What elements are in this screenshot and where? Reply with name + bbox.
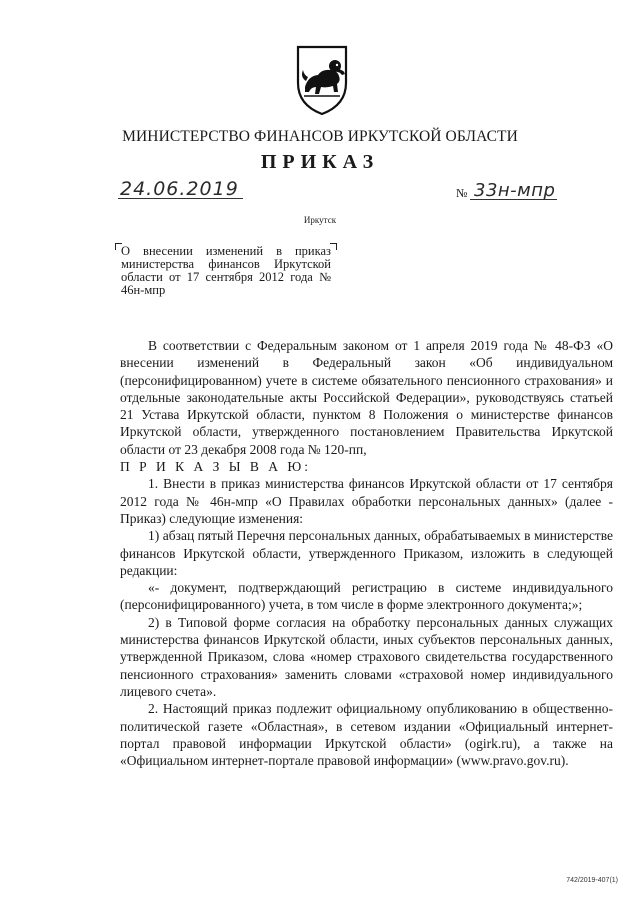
order-body — [120, 337, 613, 769]
preamble-paragraph: В соответствии с Федеральным законом от 1 апреля 2019 года № 48-ФЗ «О внесении изменений в Федеральный закон «Об индивидуальном (персонифицированном) учете в системе обязательного пенсионного страхования» и отдельные законодательные акты Российской Федерации», руководствуясь статьей 21 Устава Иркутской области, пунктом 8 Положения о министерстве финансов Иркутской области, утвержденного постановлением Правительства Иркутской области от 23 декабря 2008 года № 120-пп, — [120, 338, 613, 457]
handwritten-date: 24.06.2019 — [120, 178, 239, 200]
decree-heading: П Р И К А З Ы В А Ю: — [120, 459, 312, 475]
city-label: Иркутск — [303, 215, 337, 225]
item-1-paragraph: 1. Внести в приказ министерства финансов Иркутской области от 17 сентября 2012 года № 46н-мпр «О Правилах обработки персональных данных» (далее - Приказ) следующие изменения: — [120, 476, 613, 526]
number-label: № — [456, 186, 468, 200]
document-type-title: ПРИКАЗ — [260, 151, 380, 173]
item-1-2-paragraph: 2) в Типовой форме согласия на обработку персональных данных служащих министерства финансов Иркутской области, иных субъектов персональных данных, утвержденной Приказом, слова «номер страхового свидетельства государственного пенсионного страхования» заменить словами «страховой номер индивидуального лицевого счета». — [120, 614, 613, 699]
coat-of-arms-icon — [294, 43, 350, 117]
subject-bracket-right — [330, 243, 337, 250]
footer-code: 742/2019-407(1) — [566, 877, 618, 884]
ministry-name: МИНИСТЕРСТВО ФИНАНСОВ ИРКУТСКОЙ ОБЛАСТИ — [122, 128, 518, 145]
item-1-1-quote-paragraph: «- документ, подтверждающий регистрацию в системе индивидуального (персонифицированного) учета, в том числе в форме электронного документа;»; — [120, 580, 613, 613]
order-subject: О внесении изменений в приказ министерства финансов Иркутской области от 17 сентября 2012 года № 46н-мпр — [121, 244, 331, 297]
handwritten-order-number: 33н-мпр — [474, 180, 556, 201]
item-1-1-paragraph: 1) абзац пятый Перечня персональных данных, обрабатываемых в министерстве финансов Иркутской области, утвержденного Приказом, изложить в следующей редакции: — [120, 528, 613, 578]
item-2-paragraph: 2. Настоящий приказ подлежит официальному опубликованию в общественно-политической газете «Областная», в сетевом издании «Официальный интернет-портал правовой информации Иркутской области» (ogirk.ru), а также на «Официальном интернет-портале правовой информации» (www.pravo.gov.ru). — [120, 701, 613, 769]
